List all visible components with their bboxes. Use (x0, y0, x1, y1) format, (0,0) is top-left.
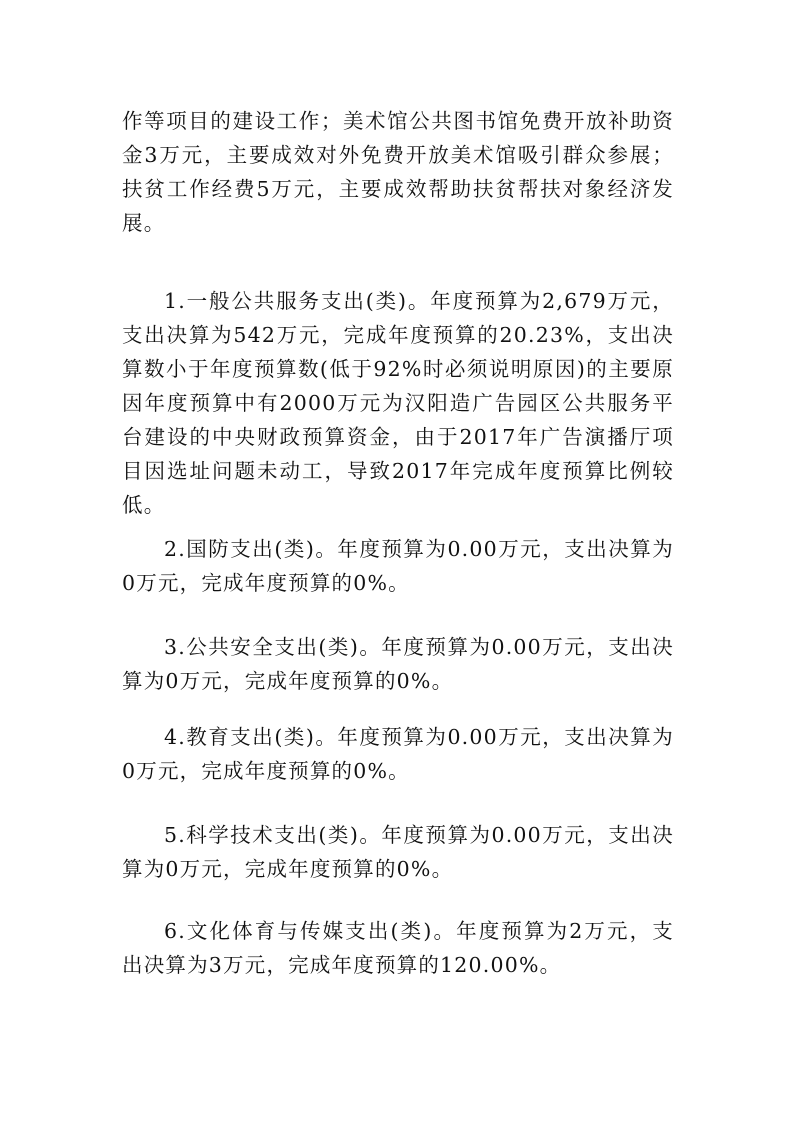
paragraph-general-public-services: 1.一般公共服务支出(类)。年度预算为2,679万元，支出决算为542万元，完成年度预算的20.23%，支出决算数小于年度预算数(低于92%时必须说明原因)的主要原因年度预算中有2000万元为汉阳造广告园区公共服务平台建设的中央财政预算资金，由于2017年广告演播厅项目因选址问题未动工，导致2017年完成年度预算比例较低。 (122, 289, 674, 517)
paragraph-continuation: 作等项目的建设工作；美术馆公共图书馆免费开放补助资金3万元，主要成效对外免费开放美术馆吸引群众参展；扶贫工作经费5万元，主要成效帮助扶贫帮扶对象经济发展。 (122, 109, 674, 235)
paragraph-education: 4.教育支出(类)。年度预算为0.00万元，支出决算为0万元，完成年度预算的0%。 (122, 725, 674, 783)
paragraph-national-defense: 2.国防支出(类)。年度预算为0.00万元，支出决算为0万元，完成年度预算的0%。 (122, 537, 674, 595)
paragraph-public-security: 3.公共安全支出(类)。年度预算为0.00万元，支出决算为0万元，完成年度预算的0%。 (122, 635, 674, 693)
paragraph-science-technology: 5.科学技术支出(类)。年度预算为0.00万元，支出决算为0万元，完成年度预算的0%。 (122, 823, 674, 881)
paragraph-culture-sports-media: 6.文化体育与传媒支出(类)。年度预算为2万元，支出决算为3万元，完成年度预算的120.00%。 (122, 919, 674, 977)
